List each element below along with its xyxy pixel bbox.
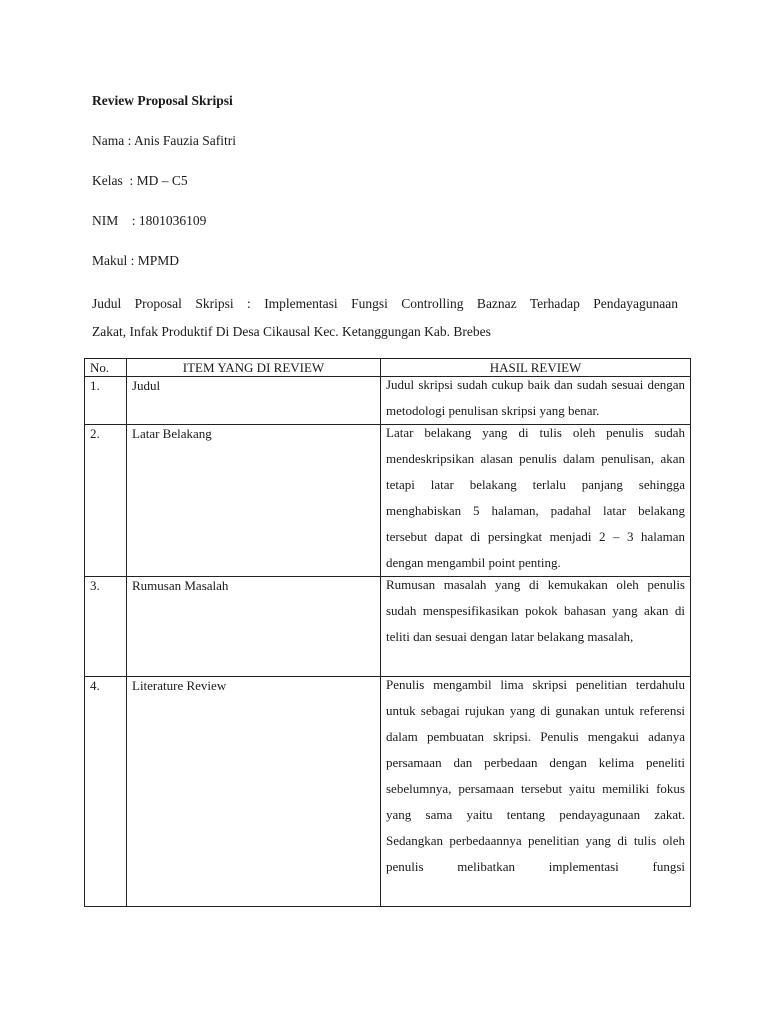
field-kelas [92, 173, 188, 189]
row-hasil-text: Rumusan masalah yang di kemukakan oleh penulis sudah menspesifikasikan pokok bahasan yang akan di teliti dan sesuai dengan latar belakang masalah, [386, 577, 685, 644]
field-makul-separator: : [127, 253, 138, 268]
field-makul-label: Makul [92, 253, 128, 268]
row-hasil [381, 677, 691, 907]
table-row [85, 425, 691, 577]
table-row [85, 377, 691, 425]
row-hasil-text: Penulis mengambil lima skripsi penelitian terdahulu untuk sebagai rujukan yang di gunakan untuk referensi dalam pembuatan skripsi. Penulis mengakui adanya persamaan dan perbedaan dengan kelima peneliti sebelumnya, persamaan tersebut yaitu memiliki fokus yang sama yaitu tentang pendayagunaan zakat. Sedangkan perbedaannya penelitian yang di tulis oleh penulis melibatkan implementasi fungsi [386, 677, 685, 874]
row-number: 2. [85, 425, 127, 577]
document-title: Review Proposal Skripsi [92, 93, 233, 108]
field-makul [92, 253, 179, 269]
table-row [85, 677, 691, 907]
row-item: Rumusan Masalah [127, 577, 381, 677]
field-kelas-label: Kelas [92, 173, 123, 188]
table-row [85, 577, 691, 677]
field-nim-value: 1801036109 [138, 213, 207, 228]
field-nim-separator: : [118, 213, 139, 228]
field-nama-separator: : [124, 133, 134, 148]
row-number: 3. [85, 577, 127, 677]
row-item: Literature Review [127, 677, 381, 907]
proposal-title-line-1: Judul Proposal Skripsi : Implementasi Fungsi Controlling Baznaz Terhadap Pendayagunaan [92, 296, 678, 311]
header-hasil: HASIL REVIEW [381, 359, 691, 377]
field-nim [92, 213, 206, 229]
field-kelas-separator: : [122, 173, 137, 188]
row-item: Latar Belakang [127, 425, 381, 577]
field-nama-value: Anis Fauzia Safitri [134, 133, 236, 148]
field-nim-label: NIM [92, 213, 119, 228]
field-nama-label: Nama [92, 133, 125, 148]
field-makul-value: MPMD [137, 253, 180, 268]
row-number: 1. [85, 377, 127, 425]
field-nama [92, 133, 236, 149]
row-hasil [381, 577, 691, 677]
row-hasil-text: Judul skripsi sudah cukup baik dan sudah sesuai dengan metodologi penulisan skripsi yang benar. [386, 377, 685, 418]
row-hasil [381, 377, 691, 425]
header-no: No. [85, 359, 127, 377]
proposal-title-paragraph [92, 290, 678, 346]
field-kelas-value: MD – C5 [136, 173, 188, 188]
row-hasil [381, 425, 691, 577]
row-hasil-text: Latar belakang yang di tulis oleh penulis sudah mendeskripsikan alasan penulis dalam penulisan, akan tetapi latar belakang terlalu panjang sehingga menghabiskan 5 halaman, padahal latar belakang tersebut dapat di persingkat menjadi 2 – 3 halaman dengan mengambil point penting. [386, 425, 685, 570]
header-item: ITEM YANG DI REVIEW [127, 359, 381, 377]
row-item: Judul [127, 377, 381, 425]
proposal-title-line-2: Zakat, Infak Produktif Di Desa Cikausal Kec. Ketanggungan Kab. Brebes [92, 324, 491, 339]
row-number: 4. [85, 677, 127, 907]
review-table [84, 358, 691, 907]
